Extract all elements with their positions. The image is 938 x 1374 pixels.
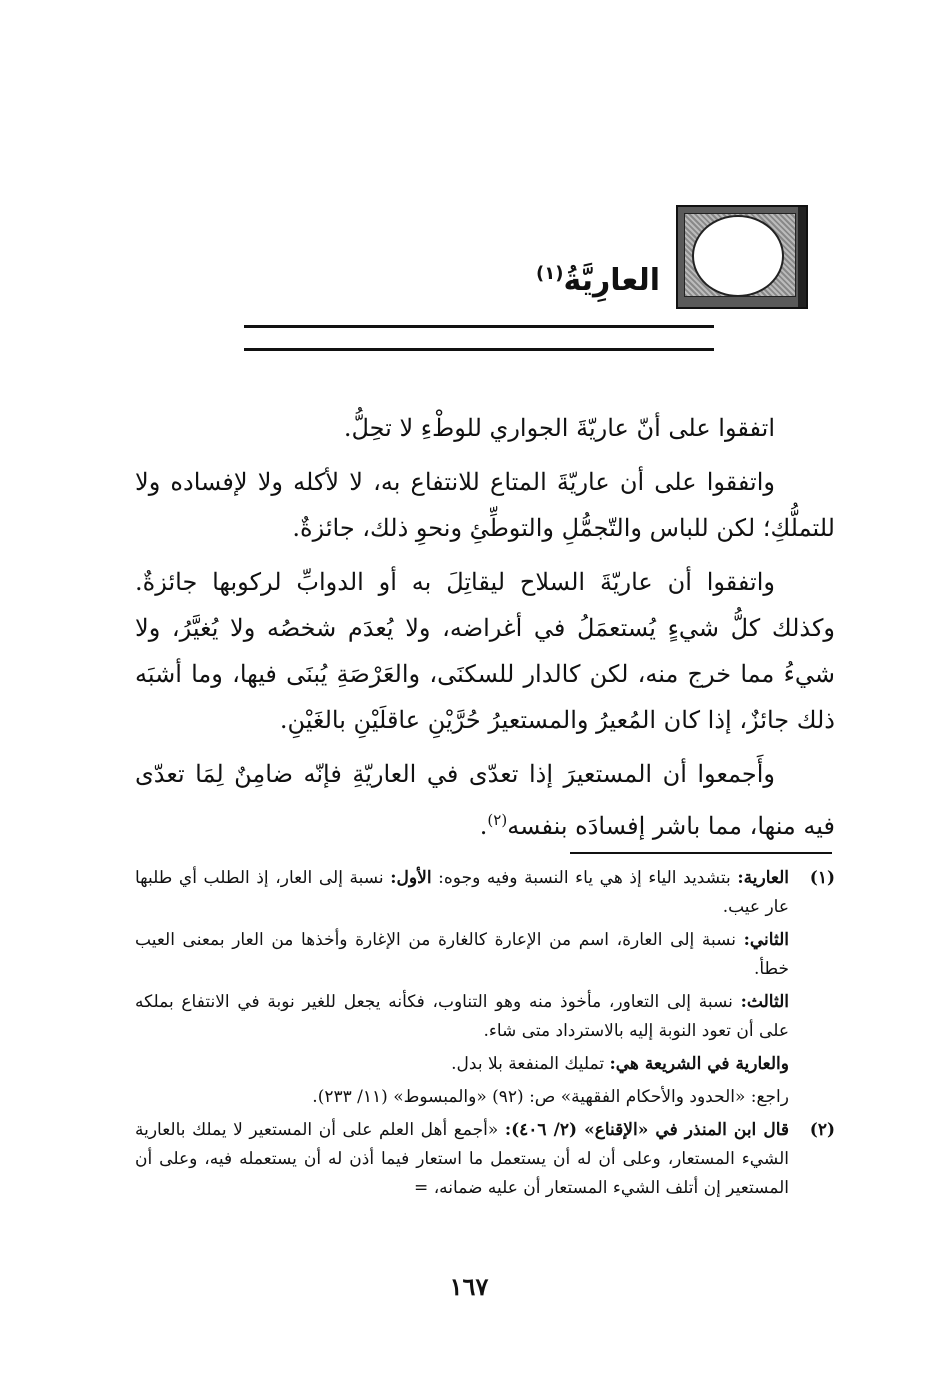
footnote-text: بتشديد الياء إذ هي ياء النسبة وفيه وجوه: (431, 868, 738, 888)
footnote-term: العارية: (737, 868, 789, 888)
footnote-separator (570, 852, 832, 854)
footnote-line (135, 988, 789, 1046)
footnote-text: «أجمع أهل العلم على أن المستعير لا يملك بالعارية الشيء المستعار، وعلى أن له أن يستعمل ما استعار فيما أذن له أن يستعمله فيه، وعلى أن المستعير إن أتلف الشيء المستعار أن عليه ضمانه، = (135, 1120, 789, 1198)
chapter-title-text: العارِيَّةُ (563, 263, 660, 298)
footnote-term: الثاني: (743, 930, 789, 950)
footnote-line (135, 1050, 789, 1079)
footnote-line (135, 1083, 789, 1112)
page-number: ١٦٧ (449, 1272, 489, 1301)
footnote-body (135, 864, 789, 1116)
title-rule-bottom (244, 348, 714, 351)
paragraph-4-text: وأَجمعوا أن المستعيرَ إذا تعدّى في العاريّةِ فإنّه ضامِنٌ لِمَا تعدّى فيه منها، مما باشر إفسادَه بنفسه (135, 760, 835, 840)
footnote-term: الثالث: (740, 992, 789, 1012)
paragraph-4-end: . (479, 812, 488, 840)
title-rule-top (244, 325, 714, 328)
paragraph-3: واتفقوا أن عاريّةَ السلاح ليقاتِلَ به أو الدوابِّ لركوبها جائزةٌ. وكذلك كلُّ شيءٍ يُستعمَلُ في أغراضه، ولا يُعدَم شخصُه ولا يُغيَّرُ، ولا شيءُ مما خرج منه، لكن كالدار للسكنَى، والعَرْصَةِ يُبنَى فيها، وما أشبَه ذلك جائزٌ، إذا كان المُعيرُ والمستعيرُ حُرَّيْنِ عاقلَيْنِ بالغَيْنِ. (135, 568, 835, 734)
footnote-number: (١) (809, 868, 835, 888)
footnote-reference: راجع: «الحدود والأحكام الفقهية» ص: (٩٢) «والمبسوط» (١١/ ٢٣٣). (312, 1087, 789, 1107)
paragraph-4 (135, 751, 835, 849)
footnote-body (135, 1116, 789, 1207)
footnote-text: تمليك المنفعة بلا بدل. (451, 1054, 610, 1074)
footnotes (135, 864, 835, 1207)
footnote-text: نسبة إلى التعاور، مأخوذ منه وهو التناوب، فكأنه يجعل للغير نوبة في الانتفاع بملكه على أن تعود النوبة إليه بالاسترداد متى شاء. (135, 992, 789, 1041)
chapter-title (380, 252, 660, 303)
footnote-line (135, 926, 789, 984)
footnote-text: نسبة إلى العار، إذ الطلب أي طلبها عار عيب. (135, 868, 789, 917)
footnote-number: (٢) (809, 1120, 835, 1140)
footnote-line (135, 1116, 789, 1203)
main-text (135, 405, 835, 857)
footnote-term: الأول: (390, 868, 432, 888)
footnote-2 (135, 1116, 835, 1207)
paragraph-2: واتفقوا على أن عاريّةَ المتاع للانتفاع به، لا لأكله ولا لإفساده ولا للتملُّكِ؛ لكن للباس والتّجمُّلِ والتوطِّئِ ونحوِ ذلك، جائزةٌ. (135, 468, 835, 542)
footnote-line (135, 864, 789, 922)
chapter-title-footnote-ref: (١) (536, 263, 564, 284)
ornament-shadow (798, 207, 806, 307)
paragraph-4-footnote-ref: (٢) (487, 811, 508, 829)
footnote-term: والعارية في الشريعة هي: (609, 1054, 789, 1074)
footnote-term: قال ابن المنذر في «الإقناع» (٢/ ٤٠٦): (504, 1120, 790, 1140)
paragraph-1: اتفقوا على أنّ عاريّةَ الجواري للوطْءِ لا تحِلُّ. (343, 414, 775, 442)
footnote-1 (135, 864, 835, 1116)
footnote-text: نسبة إلى العارة، اسم من الإعارة كالغارة من الإغارة وأخذها من العار بمعنى العيب خطأ. (135, 930, 789, 979)
chapter-ornament-icon (676, 205, 808, 309)
ornament-circle (692, 215, 784, 297)
